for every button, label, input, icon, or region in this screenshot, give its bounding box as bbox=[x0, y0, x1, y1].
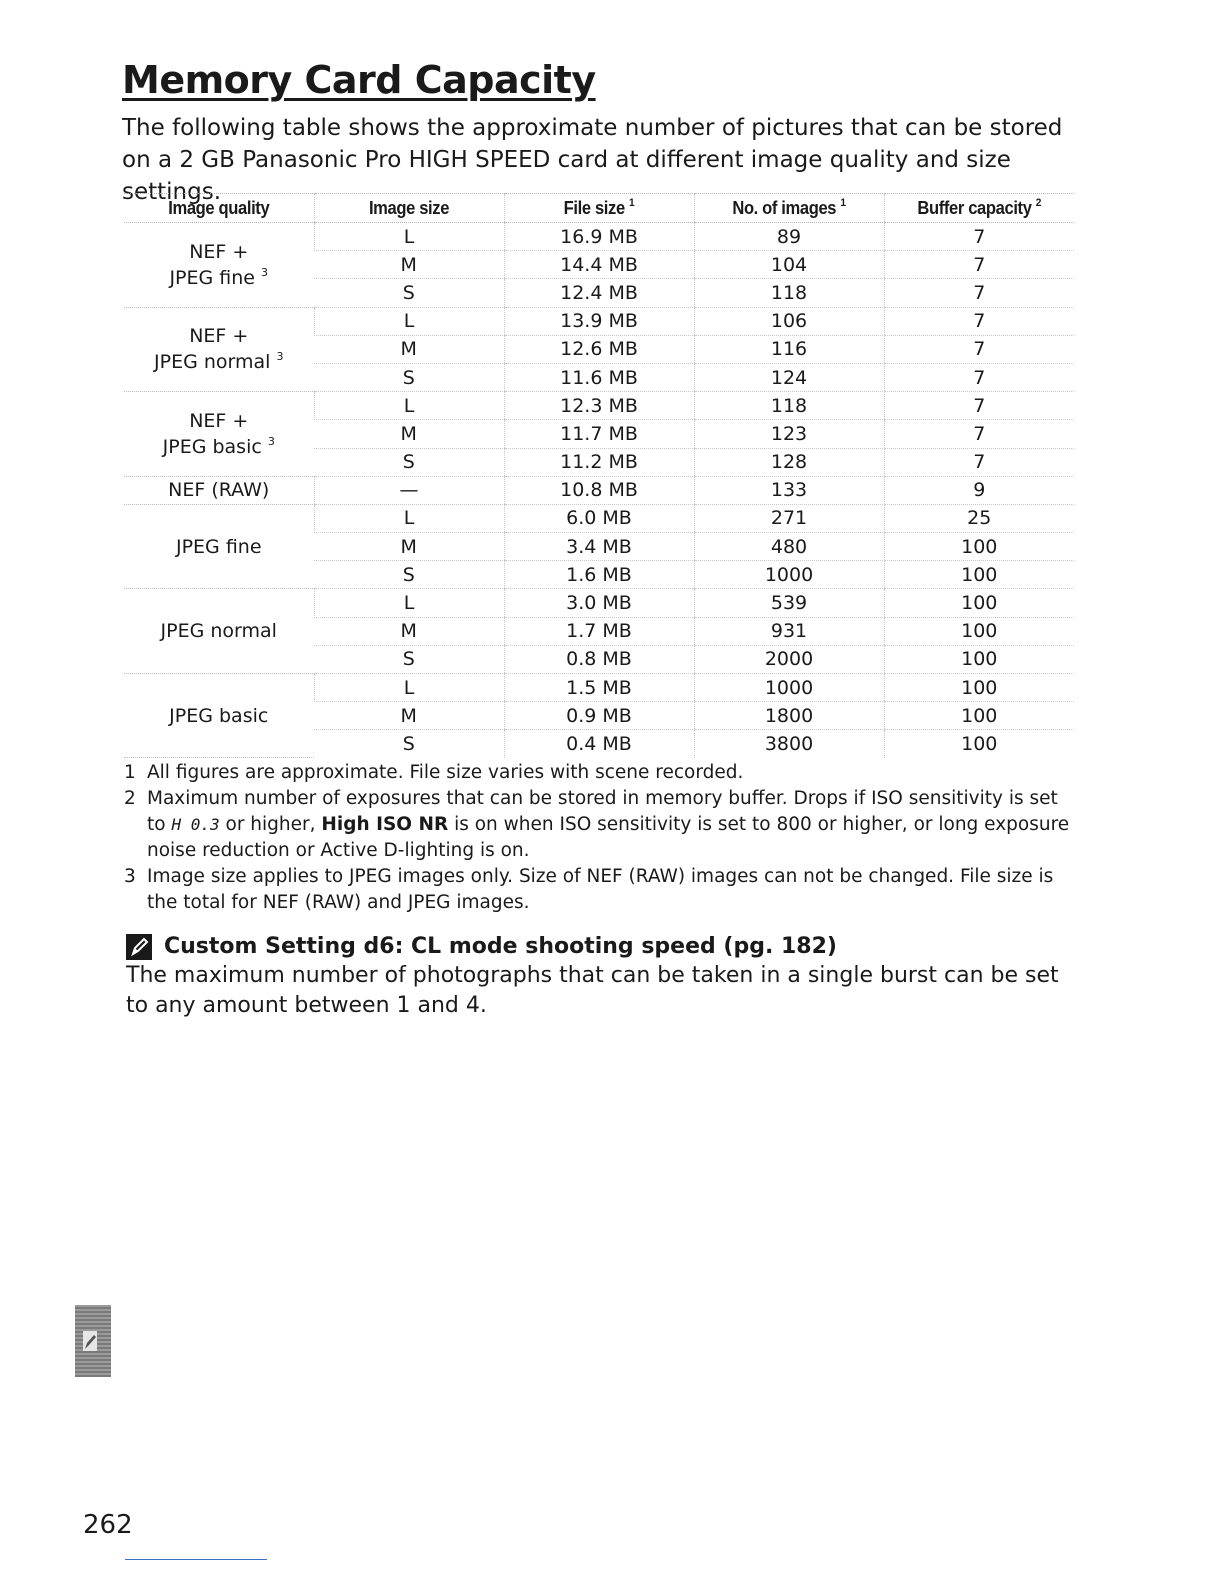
buffer-capacity-cell: 25 bbox=[884, 504, 1074, 532]
quality-line: JPEG fine bbox=[175, 535, 262, 558]
no-of-images-cell: 271 bbox=[694, 504, 884, 532]
no-of-images-cell: 1800 bbox=[694, 702, 884, 730]
header-image-size: Image size bbox=[322, 194, 497, 223]
image-size-cell: S bbox=[314, 363, 504, 391]
buffer-capacity-cell: 7 bbox=[884, 448, 1074, 476]
buffer-capacity-cell: 100 bbox=[884, 561, 1074, 589]
lcd-iso-value: H 0.3 bbox=[171, 815, 220, 834]
image-size-cell: L bbox=[314, 223, 504, 251]
quality-line: JPEG normal bbox=[160, 620, 277, 643]
image-size-cell: S bbox=[402, 732, 415, 755]
header-file-size: File size $^1$ bbox=[512, 194, 687, 223]
file-size-cell: 12.6 MB bbox=[504, 335, 694, 363]
no-of-images-cell: 89 bbox=[694, 223, 884, 251]
no-of-images-cell: 106 bbox=[694, 307, 884, 335]
image-size-cell: S bbox=[314, 279, 504, 307]
no-of-images-cell: 118 bbox=[694, 392, 884, 420]
no-of-images-cell: 3800 bbox=[694, 730, 884, 758]
table-row bbox=[124, 589, 1074, 617]
image-size-cell: M bbox=[314, 533, 504, 561]
table-header-row bbox=[124, 194, 1074, 223]
tip-heading-text: Custom Setting d6: CL mode shooting speed (pg. 182) bbox=[164, 934, 837, 959]
section-tab-icon bbox=[75, 1305, 111, 1377]
footnote-3 bbox=[124, 864, 1074, 916]
image-quality-cell bbox=[124, 307, 314, 392]
footnote-1 bbox=[124, 760, 1074, 786]
capacity-table bbox=[124, 193, 1074, 758]
file-size-cell: 11.2 MB bbox=[504, 448, 694, 476]
file-size-cell: 1.5 MB bbox=[504, 674, 694, 702]
image-size-cell: S bbox=[314, 448, 504, 476]
table-row bbox=[124, 674, 1074, 702]
no-of-images-cell: 1000 bbox=[694, 561, 884, 589]
footnote-text: All figures are approximate. File size varies with scene recorded. bbox=[147, 762, 744, 783]
image-quality-cell bbox=[124, 223, 314, 308]
file-size-cell: 0.8 MB bbox=[504, 645, 694, 673]
buffer-capacity-cell: 100 bbox=[884, 702, 1074, 730]
no-of-images-cell: 133 bbox=[694, 476, 884, 504]
buffer-capacity-cell: 7 bbox=[884, 251, 1074, 279]
table-body bbox=[124, 223, 1074, 758]
header-buffer-capacity: Buffer capacity $^2$ bbox=[892, 194, 1067, 223]
image-size-cell: L bbox=[314, 392, 504, 420]
file-size-cell: 13.9 MB bbox=[504, 307, 694, 335]
quality-line: NEF + bbox=[189, 409, 249, 432]
quality-line: NEF (RAW) bbox=[168, 479, 270, 502]
image-size-cell: L bbox=[314, 589, 504, 617]
footnote-text: Maximum number of exposures that can be stored in memory buffer. Drops if ISO sensitivity is set to bbox=[147, 788, 1058, 835]
image-size-cell: L bbox=[314, 674, 504, 702]
page-title: Memory Card Capacity bbox=[122, 58, 596, 102]
quality-line: NEF + bbox=[189, 325, 249, 348]
table-row bbox=[124, 223, 1074, 251]
image-size-cell: M bbox=[314, 251, 504, 279]
file-size-cell: 1.6 MB bbox=[504, 561, 694, 589]
file-size-cell: 1.7 MB bbox=[504, 617, 694, 645]
image-quality-cell bbox=[124, 589, 314, 674]
file-size-cell: 16.9 MB bbox=[504, 223, 694, 251]
footer-rule bbox=[125, 1559, 267, 1560]
no-of-images-cell: 1000 bbox=[694, 674, 884, 702]
image-size-cell: M bbox=[314, 702, 504, 730]
file-size-cell: 12.3 MB bbox=[504, 392, 694, 420]
buffer-capacity-cell: 7 bbox=[884, 363, 1074, 391]
image-size-cell: — bbox=[314, 476, 504, 504]
table-row bbox=[124, 476, 1074, 504]
no-of-images-cell: 480 bbox=[694, 533, 884, 561]
tip-heading bbox=[126, 932, 837, 962]
file-size-cell: 3.0 MB bbox=[504, 589, 694, 617]
footnote-number: 1 bbox=[124, 762, 136, 783]
image-size-cell: L bbox=[314, 504, 504, 532]
table-row bbox=[124, 307, 1074, 335]
image-size-cell: M bbox=[314, 420, 504, 448]
buffer-capacity-cell: 7 bbox=[884, 223, 1074, 251]
table-row bbox=[124, 392, 1074, 420]
file-size-cell: 0.4 MB bbox=[504, 730, 694, 758]
no-of-images-cell: 116 bbox=[694, 335, 884, 363]
image-size-cell: M bbox=[314, 617, 504, 645]
footnote-ref: 3 bbox=[276, 350, 284, 364]
no-of-images-cell: 539 bbox=[694, 589, 884, 617]
image-quality-cell bbox=[124, 504, 314, 589]
tip-body: The maximum number of photographs that can be taken in a single burst can be set to any amount between 1 and 4. bbox=[126, 963, 1059, 1018]
footnote-text: or higher, bbox=[219, 814, 322, 835]
intro-paragraph: The following table shows the approximate number of pictures that can be stored on a 2 GB Panasonic Pro HIGH SPEED card at different image quality and size settings. bbox=[122, 115, 1063, 205]
image-size-cell: S bbox=[314, 561, 504, 589]
footnote-number: 3 bbox=[124, 866, 136, 887]
buffer-capacity-cell: 100 bbox=[884, 617, 1074, 645]
image-size-cell: L bbox=[314, 307, 504, 335]
image-size-cell: S bbox=[314, 645, 504, 673]
buffer-capacity-cell: 100 bbox=[884, 533, 1074, 561]
buffer-capacity-cell: 7 bbox=[884, 420, 1074, 448]
header-image-quality: Image quality bbox=[132, 194, 307, 223]
no-of-images-cell: 104 bbox=[694, 251, 884, 279]
buffer-capacity-cell: 7 bbox=[884, 279, 1074, 307]
buffer-capacity-cell: 9 bbox=[884, 476, 1074, 504]
quality-line: NEF + bbox=[189, 240, 249, 263]
file-size-cell: 12.4 MB bbox=[504, 279, 694, 307]
file-size-cell: 11.7 MB bbox=[504, 420, 694, 448]
no-of-images-cell: 2000 bbox=[694, 645, 884, 673]
no-of-images-cell: 124 bbox=[694, 363, 884, 391]
page-number: 262 bbox=[83, 1510, 133, 1540]
footnote-ref: 3 bbox=[267, 434, 275, 448]
buffer-capacity-cell: 7 bbox=[884, 335, 1074, 363]
quality-line: JPEG fine bbox=[169, 266, 255, 289]
no-of-images-cell: 931 bbox=[694, 617, 884, 645]
header-no-of-images: No. of images $^1$ bbox=[702, 194, 877, 223]
buffer-capacity-cell: 100 bbox=[884, 730, 1074, 758]
image-quality-cell bbox=[124, 476, 314, 504]
quality-line: JPEG normal bbox=[154, 351, 271, 374]
no-of-images-cell: 118 bbox=[694, 279, 884, 307]
footnotes bbox=[124, 760, 1074, 916]
buffer-capacity-cell: 100 bbox=[884, 589, 1074, 617]
no-of-images-cell: 128 bbox=[694, 448, 884, 476]
file-size-cell: 11.6 MB bbox=[504, 363, 694, 391]
footnote-2 bbox=[124, 786, 1074, 864]
footnote-text: Image size applies to JPEG images only. Size of NEF (RAW) images can not be changed. File size is the total for NEF (RAW) and JPEG images. bbox=[147, 866, 1054, 913]
quality-line: JPEG basic bbox=[169, 704, 269, 727]
file-size-cell: 14.4 MB bbox=[504, 251, 694, 279]
footnote-number: 2 bbox=[124, 788, 136, 809]
file-size-cell: 3.4 MB bbox=[504, 533, 694, 561]
quality-line: JPEG basic bbox=[162, 435, 262, 458]
high-iso-nr-label: High ISO NR bbox=[321, 814, 449, 835]
image-size-cell: M bbox=[314, 335, 504, 363]
image-quality-cell bbox=[124, 392, 314, 477]
footnote-text: is on when ISO sensitivity is set to 800 or higher, or long exposure noise reduction or Active D-lighting is on. bbox=[147, 814, 1070, 861]
footnote-ref: 3 bbox=[261, 265, 269, 279]
buffer-capacity-cell: 7 bbox=[884, 307, 1074, 335]
file-size-cell: 6.0 MB bbox=[504, 504, 694, 532]
file-size-cell: 10.8 MB bbox=[504, 476, 694, 504]
buffer-capacity-cell: 7 bbox=[884, 392, 1074, 420]
buffer-capacity-cell: 100 bbox=[884, 645, 1074, 673]
no-of-images-cell: 123 bbox=[694, 420, 884, 448]
file-size-cell: 0.9 MB bbox=[504, 702, 694, 730]
table-row bbox=[124, 504, 1074, 532]
buffer-capacity-cell: 100 bbox=[884, 674, 1074, 702]
pencil-icon bbox=[126, 934, 152, 960]
image-quality-cell bbox=[124, 674, 314, 758]
